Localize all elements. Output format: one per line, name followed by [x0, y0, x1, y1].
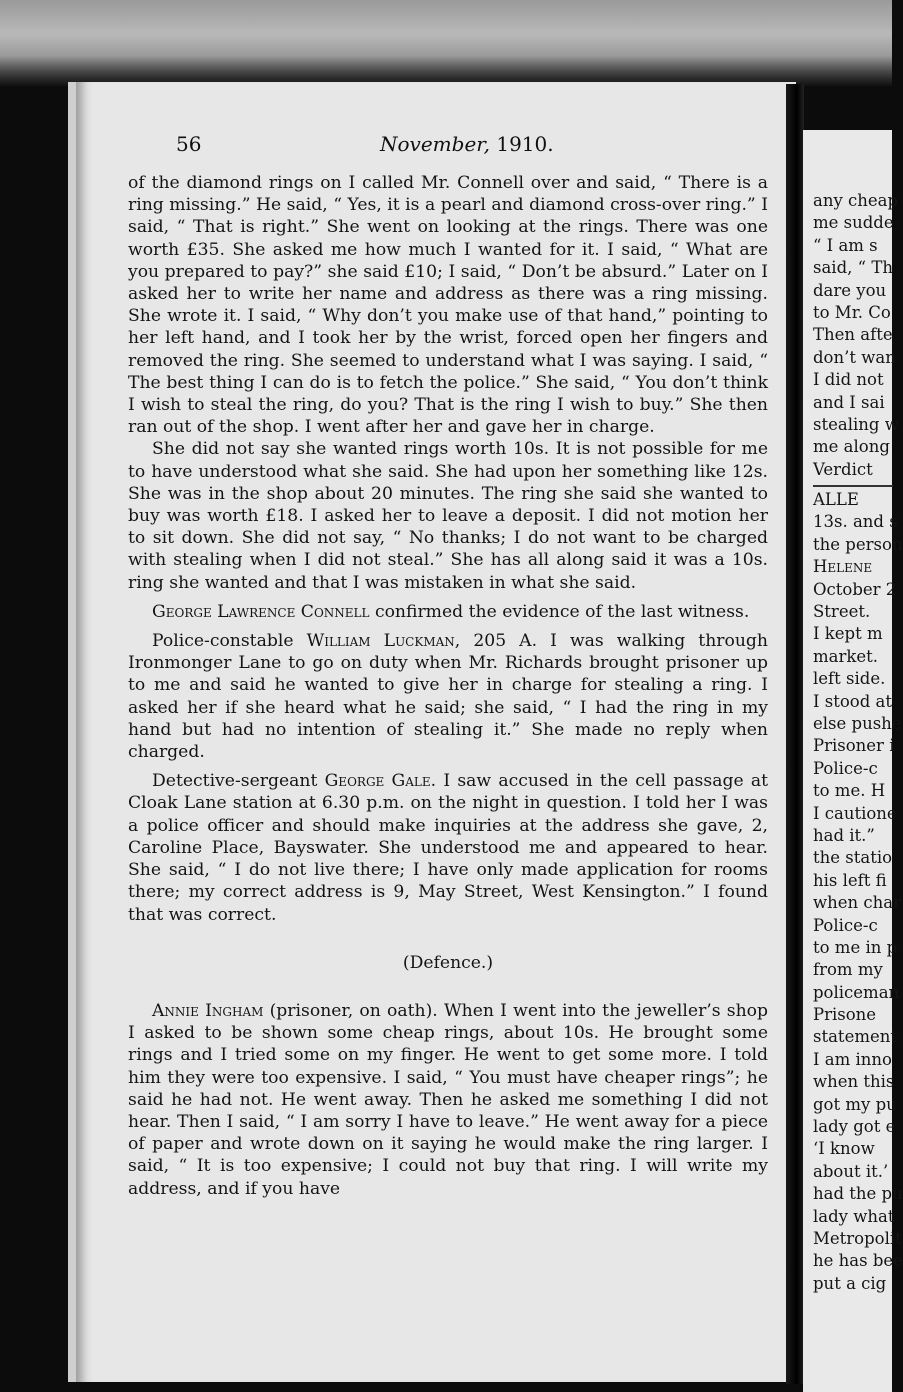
right-line: left side.: [813, 669, 886, 689]
witness-name-connell: George Lawrence Connell: [152, 601, 370, 622]
luckman-prefix: Police-constable: [152, 631, 307, 652]
right-line: any cheap: [813, 191, 899, 210]
right-line: don’t wan: [813, 347, 896, 367]
connell-text: confirmed the evidence of the last witness.: [369, 601, 750, 622]
paragraph-connell: [128, 601, 768, 623]
right-line: I cautione: [813, 803, 897, 823]
right-page-text-column: [813, 190, 903, 1295]
defence-heading: (Defence.): [402, 952, 494, 973]
paragraph-richards-cross: She did not say she wanted rings worth 10s. It is not possible for me to have understood what she said. She had upon her something like 12s. She was in the shop about 20 minutes. The ring she said she wanted to buy was worth £18. I asked her to leave a deposit. I did not motion her to sit down. She did not say, “ No thanks; I do not want to be charged with stealing when I did not steal.” She has all along said it was a 10s. ring she wanted and that I was mistaken in what she said.: [128, 439, 768, 593]
right-line: the person: [813, 534, 903, 554]
luckman-text: , 205 A. I was walking through Ironmonger Lane to go on duty when Mr. Richards brought prisoner up to me and said he wanted to give her in charge for stealing a ring. I asked her if she heard what he said; she said, “ I had the ring in my hand but had no intention of stealing it.” She made no reply when charged.: [128, 631, 768, 763]
right-line: I stood at: [813, 691, 893, 711]
right-line: statement: [813, 1027, 897, 1047]
right-line: his left fi: [813, 870, 887, 890]
right-line: the statio: [813, 848, 893, 868]
ingham-text: (prisoner, on oath). When I went into the jeweller’s shop I asked to be shown some cheap rings, about 10s. He brought some rings and I tried some on my finger. He went to get some more. I told him they were too expensive. I said, “ You must have cheaper rings”; he said he had not. He went away. Then he asked me something I did not hear. Then I said, “ I am sorry I have to leave.” He went away for a piece of paper and wrote down on it saying he would make the ring larger. I said, “ It is too expensive; I could not buy that ring. I will write my address, and if you have: [128, 1000, 769, 1199]
right-line: he has bee: [813, 1251, 903, 1271]
witness-name-ingham: Annie Ingham: [152, 1000, 264, 1021]
right-line: Prisoner i: [813, 736, 895, 756]
right-line: Helene: [813, 557, 873, 577]
right-line: me sudde: [813, 213, 894, 233]
right-line: Street.: [813, 602, 871, 622]
gale-text: . I saw accused in the cell passage at Cloak Lane station at 6.30 p.m. on the night in question. I told her I was a police officer and should make inquiries at the address she gave, 2, Caroline Place, Bayswater. She understood me and appeared to hear. She said, “ I do not live there; I have only made application for rooms there; my correct address is 9, May Street, West Kensington.” I found that was correct.: [128, 771, 768, 925]
scan-background-top: [0, 0, 892, 86]
right-line: Police-c: [813, 758, 878, 778]
right-line: to me in p: [813, 937, 898, 957]
right-line: else pushe: [813, 713, 902, 733]
right-line: to me. H: [813, 781, 886, 801]
book-gutter: [786, 84, 804, 1384]
right-line: had it.”: [813, 825, 875, 845]
right-line: “ I am s: [813, 235, 878, 255]
right-line: lady got e: [813, 1117, 896, 1137]
paragraph-luckman: [128, 630, 768, 763]
main-text-column: [128, 172, 768, 1200]
right-line: Then afte: [813, 325, 893, 345]
right-line: I did not: [813, 370, 884, 390]
right-line: lady what: [813, 1206, 895, 1226]
right-line: got my pu: [813, 1094, 897, 1114]
section-rule: [813, 485, 893, 487]
paragraph-richards-continued: of the diamond rings on I called Mr. Connell over and said, “ There is a ring missing.” He said, “ Yes, it is a pearl and diamond cross-over ring.” I said, “ That is right.” She went on looking at the rings. There was one worth £35. She asked me how much I wanted for it. I said, “ What are you prepared to pay?” she said £10; I said, “ Don’t be absurd.” Later on I asked her to write her name and address as there was a ring missing. She wrote it. I said, “ Why don’t you make use of that hand,” pointing to her left hand, and I took her by the wrist, forced open her fingers and removed the ring. She seemed to understand what I was saying. I said, “ The best thing I can do is to fetch the police.” She said, “ You don’t think I wish to steal the ring, do you? That is the ring I wish to buy.” She then ran out of the shop. I went after her and gave her in charge.: [128, 173, 768, 438]
right-line: ALLE: [813, 490, 859, 510]
right-line: from my: [813, 960, 883, 980]
right-line: policeman: [813, 982, 900, 1002]
page-header: [176, 130, 776, 160]
right-line: put a cig: [813, 1273, 887, 1293]
right-line: Prisone: [813, 1005, 877, 1025]
right-line: Verdict: [813, 459, 873, 479]
right-line: and I sai: [813, 392, 885, 412]
right-line: market.: [813, 646, 879, 666]
right-line: dare you: [813, 280, 887, 300]
paragraph-gale: [128, 770, 768, 925]
right-line: to Mr. Co: [813, 302, 891, 322]
right-line: stealing w: [813, 414, 899, 434]
right-line: Police-c: [813, 915, 878, 935]
page-number: 56: [176, 132, 202, 156]
running-head: [380, 132, 554, 156]
witness-name-gale: George Gale: [324, 771, 431, 792]
right-line: had the pu: [813, 1184, 903, 1204]
right-line: ‘I know: [813, 1139, 875, 1159]
gale-prefix: Detective-sergeant: [152, 771, 325, 792]
right-line: Metropolit: [813, 1228, 902, 1248]
right-line: 13s. and s: [813, 512, 898, 532]
right-line: about it.’: [813, 1161, 889, 1181]
running-head-month: November,: [380, 132, 490, 156]
right-line: I kept m: [813, 624, 883, 644]
right-line: when char: [813, 893, 901, 913]
right-line: me along: [813, 437, 890, 457]
witness-name-luckman: William Luckman: [306, 631, 455, 652]
running-head-year: 1910.: [496, 132, 554, 156]
right-line: October 2: [813, 579, 897, 599]
right-line: said, “ Th: [813, 258, 893, 278]
paragraph-ingham: [128, 1000, 768, 1200]
right-line: I am inno: [813, 1049, 892, 1069]
right-line: when this: [813, 1072, 895, 1092]
